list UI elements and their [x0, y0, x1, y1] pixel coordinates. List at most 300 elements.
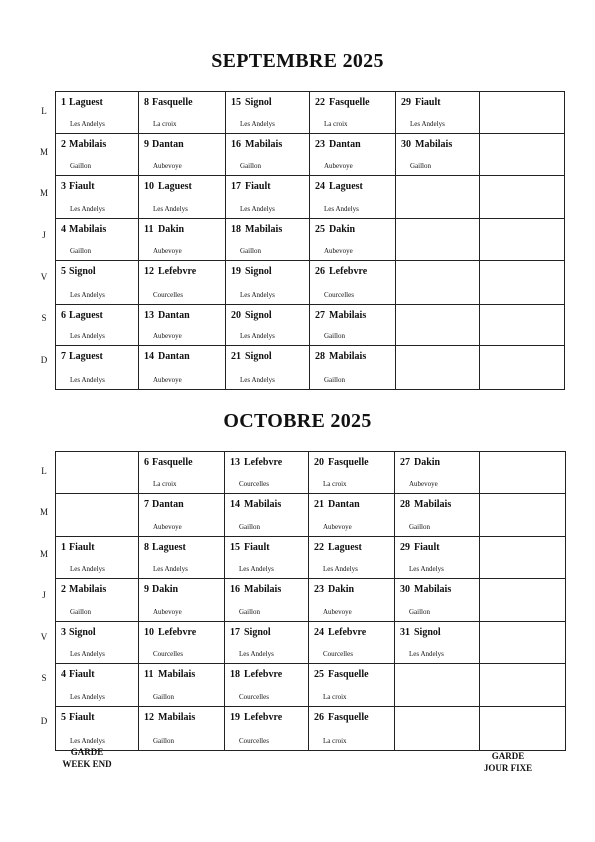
day-number: 31	[400, 627, 410, 638]
calendar-cell	[395, 579, 480, 622]
pharmacist-name: Dantan	[152, 139, 184, 150]
footer-right-line2: JOUR FIXE	[483, 763, 533, 773]
day-number: 27	[315, 310, 325, 321]
pharmacist-name: Laguest	[69, 310, 103, 321]
calendar-cell	[226, 305, 310, 346]
weekday-label: D	[40, 354, 48, 365]
day-number: 23	[314, 584, 324, 595]
pharmacist-name: Fasquelle	[328, 712, 369, 723]
day-number: 7	[61, 351, 66, 362]
pharmacy-location: Aubevoye	[324, 247, 353, 255]
pharmacist-name: Mabilais	[158, 669, 196, 680]
pharmacist-name: Dakin	[328, 584, 355, 595]
pharmacy-location: Courcelles	[239, 480, 269, 488]
pharmacy-location: Les Andelys	[70, 376, 105, 384]
calendar-cell	[310, 134, 396, 176]
pharmacist-name: Dakin	[152, 584, 179, 595]
calendar-cell	[139, 305, 226, 346]
day-number: 11	[144, 224, 154, 235]
day-number: 8	[144, 542, 149, 553]
calendar-cell	[480, 346, 565, 390]
calendar-cell	[310, 346, 396, 390]
pharmacist-name: Mabilais	[244, 584, 282, 595]
calendar-cell	[309, 622, 395, 664]
pharmacy-location: La croix	[153, 120, 177, 128]
calendar-cell	[480, 219, 565, 261]
pharmacy-location: Les Andelys	[240, 120, 275, 128]
calendar-cell	[480, 622, 566, 664]
pharmacy-location: La croix	[153, 480, 177, 488]
pharmacy-location: Les Andelys	[324, 205, 359, 213]
weekday-label: L	[41, 105, 47, 116]
pharmacist-name: Mabilais	[245, 224, 283, 235]
footer-right-line1: GARDE	[491, 751, 525, 761]
pharmacy-location: Gaillon	[240, 162, 261, 170]
calendar-cell	[309, 579, 395, 622]
pharmacist-name: Dakin	[414, 457, 441, 468]
day-number: 3	[61, 627, 66, 638]
pharmacy-location: La croix	[323, 737, 347, 745]
weekday-label: M	[39, 507, 48, 517]
pharmacist-name: Fasquelle	[328, 669, 369, 680]
day-number: 15	[231, 97, 241, 108]
pharmacist-name: Dantan	[158, 310, 190, 321]
pharmacy-location: Gaillon	[70, 608, 91, 616]
day-number: 12	[144, 266, 154, 277]
pharmacy-location: Aubevoye	[409, 480, 438, 488]
day-number: 20	[231, 310, 241, 321]
calendar-cell	[139, 261, 226, 305]
calendar-cell	[480, 579, 566, 622]
calendar-cell	[480, 707, 566, 751]
day-number: 22	[315, 97, 325, 108]
day-number: 6	[144, 457, 149, 468]
day-number: 13	[144, 310, 154, 321]
pharmacist-name: Dakin	[158, 224, 185, 235]
calendar-cell	[480, 305, 565, 346]
pharmacy-location: La croix	[323, 693, 347, 701]
day-number: 11	[144, 669, 154, 680]
pharmacist-name: Fiault	[69, 181, 95, 192]
weekday-label: V	[40, 271, 48, 282]
calendar-cell	[56, 261, 139, 305]
calendar-row	[56, 494, 566, 537]
day-number: 14	[144, 351, 154, 362]
pharmacy-location: La croix	[324, 120, 348, 128]
pharmacist-name: Dantan	[329, 139, 361, 150]
day-number: 10	[144, 181, 154, 192]
pharmacy-location: Gaillon	[409, 608, 430, 616]
pharmacy-location: Les Andelys	[240, 376, 275, 384]
calendar-cell	[309, 537, 395, 579]
day-number: 29	[400, 542, 410, 553]
calendar-cell	[56, 305, 139, 346]
pharmacy-location: Les Andelys	[70, 291, 105, 299]
pharmacy-location: Courcelles	[239, 693, 269, 701]
calendar-cell	[56, 579, 139, 622]
pharmacist-name: Mabilais	[245, 139, 283, 150]
pharmacy-location: Les Andelys	[153, 565, 188, 573]
september-title: SEPTEMBRE 2025	[211, 50, 384, 72]
calendar-cell	[480, 537, 566, 579]
calendar-cell	[480, 92, 565, 134]
pharmacy-location: Aubevoye	[153, 376, 182, 384]
calendar-cell	[396, 92, 480, 134]
pharmacy-location: La croix	[323, 480, 347, 488]
weekday-label: M	[39, 548, 48, 559]
calendar-row	[56, 346, 565, 390]
calendar-cell	[56, 537, 139, 579]
day-number: 15	[230, 542, 240, 553]
day-number: 12	[144, 712, 154, 723]
calendar-cell	[226, 176, 310, 219]
calendar-cell	[226, 134, 310, 176]
october-title: OCTOBRE 2025	[223, 410, 372, 432]
calendar-cell	[225, 622, 309, 664]
calendar-cell	[226, 346, 310, 390]
pharmacy-location: Les Andelys	[239, 565, 274, 573]
footer-left-line2: WEEK END	[62, 759, 112, 769]
day-number: 3	[61, 181, 66, 192]
weekday-label: S	[41, 313, 47, 323]
pharmacist-name: Fiault	[244, 542, 270, 553]
pharmacy-location: Aubevoye	[324, 162, 353, 170]
day-number: 7	[144, 499, 149, 510]
calendar-cell	[480, 494, 566, 537]
pharmacist-name: Mabilais	[414, 499, 452, 510]
pharmacy-location: Gaillon	[153, 737, 174, 745]
pharmacy-location: Les Andelys	[70, 205, 105, 213]
pharmacist-name: Lefebvre	[329, 266, 368, 277]
calendar-cell	[139, 346, 226, 390]
calendar-cell	[225, 452, 309, 494]
calendar-cell	[309, 494, 395, 537]
pharmacist-name: Mabilais	[69, 139, 107, 150]
pharmacist-name: Lefebvre	[244, 712, 283, 723]
calendar-cell	[225, 537, 309, 579]
pharmacy-location: Gaillon	[324, 332, 345, 340]
calendar-row	[56, 134, 565, 176]
september-calendar-table	[55, 91, 565, 390]
pharmacy-location: Aubevoye	[153, 247, 182, 255]
calendar-row	[56, 707, 566, 751]
day-number: 26	[314, 712, 324, 723]
calendar-cell	[139, 92, 226, 134]
pharmacist-name: Fiault	[69, 669, 95, 680]
calendar-cell	[396, 346, 480, 390]
day-number: 8	[144, 97, 149, 108]
calendar-cell	[396, 176, 480, 219]
calendar-cell	[56, 346, 139, 390]
day-number: 24	[314, 627, 324, 638]
calendar-cell	[56, 92, 139, 134]
calendar-cell	[225, 494, 309, 537]
calendar-cell	[226, 261, 310, 305]
day-number: 4	[61, 224, 66, 235]
calendar-cell	[139, 707, 225, 751]
calendar-cell	[139, 664, 225, 707]
day-number: 30	[400, 584, 410, 595]
calendar-cell	[139, 219, 226, 261]
calendar-cell	[396, 134, 480, 176]
calendar-row	[56, 664, 566, 707]
pharmacist-name: Fiault	[414, 542, 440, 553]
day-number: 10	[144, 627, 154, 638]
pharmacy-location: Les Andelys	[240, 332, 275, 340]
calendar-cell	[56, 707, 139, 751]
calendar-cell	[395, 452, 480, 494]
calendar-cell	[395, 622, 480, 664]
calendar-row	[56, 92, 565, 134]
calendar-cell	[56, 134, 139, 176]
pharmacist-name: Fasquelle	[152, 97, 193, 108]
pharmacist-name: Signol	[414, 627, 441, 638]
pharmacist-name: Laguest	[152, 542, 186, 553]
calendar-row	[56, 452, 566, 494]
day-number: 28	[400, 499, 410, 510]
pharmacist-name: Signol	[69, 266, 96, 277]
pharmacy-location: Courcelles	[153, 291, 183, 299]
pharmacist-name: Mabilais	[414, 584, 452, 595]
calendar-cell	[56, 664, 139, 707]
pharmacy-location: Gaillon	[409, 523, 430, 531]
footer-left-line1: GARDE	[70, 747, 104, 757]
day-number: 25	[315, 224, 325, 235]
calendar-row	[56, 176, 565, 219]
day-number: 23	[315, 139, 325, 150]
day-number: 18	[230, 669, 240, 680]
pharmacist-name: Fasquelle	[328, 457, 369, 468]
calendar-cell	[395, 494, 480, 537]
pharmacist-name: Signol	[245, 351, 272, 362]
pharmacist-name: Lefebvre	[158, 627, 197, 638]
pharmacist-name: Dantan	[328, 499, 360, 510]
day-number: 22	[314, 542, 324, 553]
calendar-row	[56, 537, 566, 579]
pharmacy-location: Aubevoye	[153, 162, 182, 170]
day-number: 28	[315, 351, 325, 362]
pharmacist-name: Dakin	[329, 224, 356, 235]
calendar-cell	[396, 261, 480, 305]
day-number: 20	[314, 457, 324, 468]
day-number: 19	[231, 266, 241, 277]
calendar-cell	[310, 219, 396, 261]
calendar-cell	[309, 452, 395, 494]
day-number: 21	[314, 499, 324, 510]
calendar-cell	[139, 579, 225, 622]
day-number: 5	[61, 266, 66, 277]
weekday-label: L	[41, 465, 47, 476]
calendar-cell	[226, 219, 310, 261]
calendar-cell	[139, 537, 225, 579]
pharmacist-name: Fiault	[69, 542, 95, 553]
pharmacy-location: Les Andelys	[70, 120, 105, 128]
calendar-cell	[396, 219, 480, 261]
day-number: 13	[230, 457, 240, 468]
pharmacy-location: Les Andelys	[323, 565, 358, 573]
weekday-label: D	[40, 715, 48, 726]
pharmacist-name: Mabilais	[329, 310, 367, 321]
calendar-cell	[139, 176, 226, 219]
pharmacy-location: Les Andelys	[240, 205, 275, 213]
pharmacy-location: Gaillon	[324, 376, 345, 384]
day-number: 2	[61, 584, 66, 595]
calendar-cell	[480, 134, 565, 176]
calendar-cell	[310, 261, 396, 305]
day-number: 25	[314, 669, 324, 680]
calendar-cell	[395, 537, 480, 579]
pharmacist-name: Laguest	[329, 181, 363, 192]
day-number: 17	[230, 627, 240, 638]
pharmacy-location: Aubevoye	[153, 332, 182, 340]
pharmacist-name: Mabilais	[69, 224, 107, 235]
calendar-cell	[225, 579, 309, 622]
pharmacist-name: Mabilais	[158, 712, 196, 723]
calendar-cell	[139, 622, 225, 664]
pharmacy-location: Aubevoye	[153, 608, 182, 616]
calendar-row	[56, 305, 565, 346]
pharmacist-name: Dantan	[158, 351, 190, 362]
calendar-cell	[310, 305, 396, 346]
pharmacy-location: Les Andelys	[239, 650, 274, 658]
pharmacist-name: Dantan	[152, 499, 184, 510]
calendar-cell	[139, 452, 225, 494]
day-number: 18	[231, 224, 241, 235]
day-number: 16	[230, 584, 240, 595]
pharmacist-name: Signol	[244, 627, 271, 638]
calendar-row	[56, 261, 565, 305]
calendar-cell	[396, 305, 480, 346]
pharmacy-location: Gaillon	[240, 247, 261, 255]
calendar-cell	[309, 707, 395, 751]
pharmacist-name: Fasquelle	[329, 97, 370, 108]
weekday-label: V	[40, 631, 48, 642]
pharmacist-name: Laguest	[69, 351, 103, 362]
day-number: 2	[61, 139, 66, 150]
pharmacy-location: Gaillon	[70, 247, 91, 255]
pharmacy-location: Les Andelys	[70, 565, 105, 573]
calendar-cell	[56, 176, 139, 219]
day-number: 5	[61, 712, 66, 723]
footer-fixed-day-note	[478, 750, 538, 774]
day-number: 26	[315, 266, 325, 277]
pharmacy-location: Les Andelys	[409, 565, 444, 573]
pharmacist-name: Signol	[245, 97, 272, 108]
pharmacist-name: Lefebvre	[328, 627, 367, 638]
pharmacy-location: Aubevoye	[323, 608, 352, 616]
day-number: 6	[61, 310, 66, 321]
pharmacy-location: Courcelles	[323, 650, 353, 658]
pharmacy-location: Les Andelys	[410, 120, 445, 128]
calendar-cell	[480, 176, 565, 219]
pharmacist-name: Fasquelle	[152, 457, 193, 468]
weekday-label: M	[39, 146, 48, 157]
day-number: 1	[61, 542, 66, 553]
day-number: 21	[231, 351, 241, 362]
pharmacist-name: Laguest	[158, 181, 192, 192]
pharmacist-name: Laguest	[69, 97, 103, 108]
calendar-cell	[480, 452, 566, 494]
pharmacy-location: Courcelles	[239, 737, 269, 745]
day-number: 14	[230, 499, 240, 510]
calendar-cell	[56, 622, 139, 664]
pharmacy-location: Courcelles	[324, 291, 354, 299]
calendar-cell	[139, 134, 226, 176]
pharmacist-name: Fiault	[69, 712, 95, 723]
pharmacist-name: Lefebvre	[244, 669, 283, 680]
pharmacist-name: Signol	[245, 266, 272, 277]
pharmacist-name: Lefebvre	[244, 457, 283, 468]
pharmacy-location: Les Andelys	[70, 737, 105, 745]
day-number: 24	[315, 181, 325, 192]
calendar-cell	[225, 707, 309, 751]
pharmacy-location: Courcelles	[153, 650, 183, 658]
pharmacist-name: Lefebvre	[158, 266, 197, 277]
pharmacist-name: Mabilais	[415, 139, 453, 150]
day-number: 4	[61, 669, 66, 680]
pharmacy-location: Les Andelys	[70, 650, 105, 658]
day-number: 19	[230, 712, 240, 723]
day-number: 16	[231, 139, 241, 150]
pharmacy-location: Gaillon	[70, 162, 91, 170]
day-number: 9	[144, 139, 149, 150]
calendar-cell	[480, 261, 565, 305]
calendar-cell	[139, 494, 225, 537]
pharmacist-name: Laguest	[328, 542, 362, 553]
calendar-cell	[225, 664, 309, 707]
pharmacy-location: Les Andelys	[153, 205, 188, 213]
weekday-label: J	[42, 229, 46, 240]
weekday-label: J	[42, 590, 46, 600]
calendar-row	[56, 579, 566, 622]
pharmacist-name: Mabilais	[69, 584, 107, 595]
weekday-label: M	[39, 188, 48, 198]
calendar-cell	[309, 664, 395, 707]
day-number: 29	[401, 97, 411, 108]
pharmacy-location: Aubevoye	[323, 523, 352, 531]
pharmacy-location: Aubevoye	[153, 523, 182, 531]
calendar-cell	[310, 176, 396, 219]
october-calendar-table	[55, 451, 566, 751]
calendar-row	[56, 219, 565, 261]
pharmacy-location: Gaillon	[239, 608, 260, 616]
pharmacy-location: Les Andelys	[70, 332, 105, 340]
pharmacist-name: Signol	[69, 627, 96, 638]
day-number: 30	[401, 139, 411, 150]
pharmacist-name: Mabilais	[244, 499, 282, 510]
calendar-cell	[395, 707, 480, 751]
footer-weekend-note	[57, 746, 117, 770]
pharmacy-location: Les Andelys	[70, 693, 105, 701]
calendar-cell	[56, 219, 139, 261]
weekday-label: S	[41, 673, 47, 683]
day-number: 27	[400, 457, 410, 468]
pharmacy-location: Gaillon	[410, 162, 431, 170]
pharmacy-location: Les Andelys	[240, 291, 275, 299]
calendar-cell	[480, 664, 566, 707]
day-number: 9	[144, 584, 149, 595]
pharmacist-name: Signol	[245, 310, 272, 321]
pharmacy-location: Gaillon	[153, 693, 174, 701]
pharmacy-location: Les Andelys	[409, 650, 444, 658]
calendar-cell	[226, 92, 310, 134]
pharmacist-name: Mabilais	[329, 351, 367, 362]
pharmacy-location: Gaillon	[239, 523, 260, 531]
pharmacist-name: Fiault	[245, 181, 271, 192]
day-number: 17	[231, 181, 241, 192]
calendar-row	[56, 622, 566, 664]
day-number: 1	[61, 97, 66, 108]
